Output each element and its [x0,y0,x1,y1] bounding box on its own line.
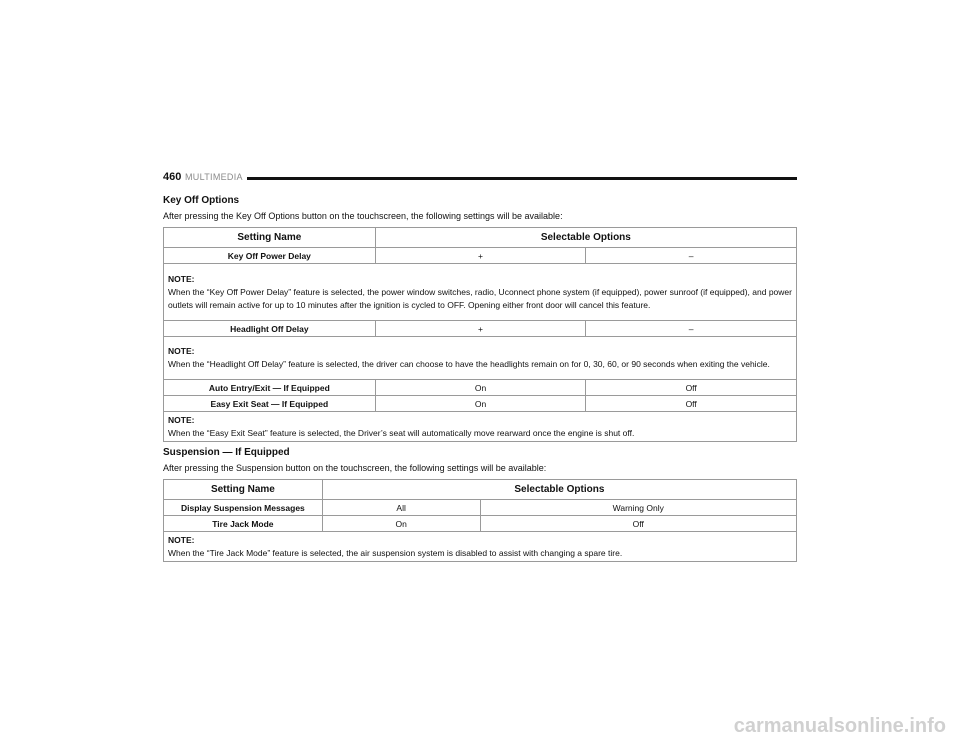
col-selectable-options: Selectable Options [375,228,796,248]
setting-name: Display Suspension Messages [164,500,323,516]
key-off-table-header [164,228,797,248]
note-label: NOTE: [168,273,195,284]
option-value: Off [480,516,796,532]
note-label: NOTE: [168,414,195,425]
watermark: carmanualsonline.info [733,715,946,737]
col-setting-name: Setting Name [164,480,323,500]
option-value: On [375,380,586,396]
option-value: Off [586,396,797,412]
key-off-heading: Key Off Options [163,195,240,206]
table-row [164,321,797,337]
option-value: On [375,396,586,412]
note-text: When the “Tire Jack Mode” feature is selected, the air suspension system is disabled to assist with changing a spare tire. [168,547,623,558]
note-cell [164,412,797,442]
setting-name: Auto Entry/Exit — If Equipped [164,380,376,396]
table-row [164,380,797,396]
note-row [164,337,797,380]
option-value: + [375,248,586,264]
key-off-table [163,227,797,442]
note-label: NOTE: [168,534,195,545]
option-value: Off [586,380,797,396]
setting-name: Key Off Power Delay [164,248,376,264]
suspension-intro: After pressing the Suspension button on the touchscreen, the following settings will be available: [163,463,547,473]
col-setting-name: Setting Name [164,228,376,248]
table-row [164,500,797,516]
key-off-intro: After pressing the Key Off Options button on the touchscreen, the following settings will be available: [163,211,563,221]
note-text: When the “Easy Exit Seat” feature is selected, the Driver’s seat will automatically move rearward once the engine is shut off. [168,427,635,438]
setting-name: Easy Exit Seat — If Equipped [164,396,376,412]
note-text: When the “Key Off Power Delay” feature is selected, the power window switches, radio, Uconnect phone system (if equipped), power sunroof (if equipped), and power outlets will remain active for up to 10 minutes after the ignition is cycled to OFF. Opening either front door will cancel this feature. [168,286,792,310]
suspension-table [163,479,797,562]
header-rule [247,177,797,180]
option-value: Warning Only [480,500,796,516]
setting-name: Headlight Off Delay [164,321,376,337]
setting-name: Tire Jack Mode [164,516,323,532]
note-text: When the “Headlight Off Delay” feature is selected, the driver can choose to have the headlights remain on for 0, 30, 60, or 90 seconds when exiting the vehicle. [168,359,770,369]
table-row [164,516,797,532]
table-row [164,396,797,412]
table-row [164,248,797,264]
note-row [164,412,797,442]
option-value: All [322,500,480,516]
option-value: + [375,321,586,337]
page-header [163,171,797,185]
note-cell [164,337,797,380]
option-value: – [586,248,797,264]
note-row [164,264,797,321]
note-cell [164,264,797,321]
suspension-table-header [164,480,797,500]
option-value: On [322,516,480,532]
option-value: – [586,321,797,337]
section-name: MULTIMEDIA [185,172,243,182]
note-label: NOTE: [168,346,195,356]
suspension-heading: Suspension — If Equipped [163,447,290,458]
col-selectable-options: Selectable Options [322,480,796,500]
note-cell [164,532,797,562]
page-number: 460 [163,171,182,183]
note-row [164,532,797,562]
